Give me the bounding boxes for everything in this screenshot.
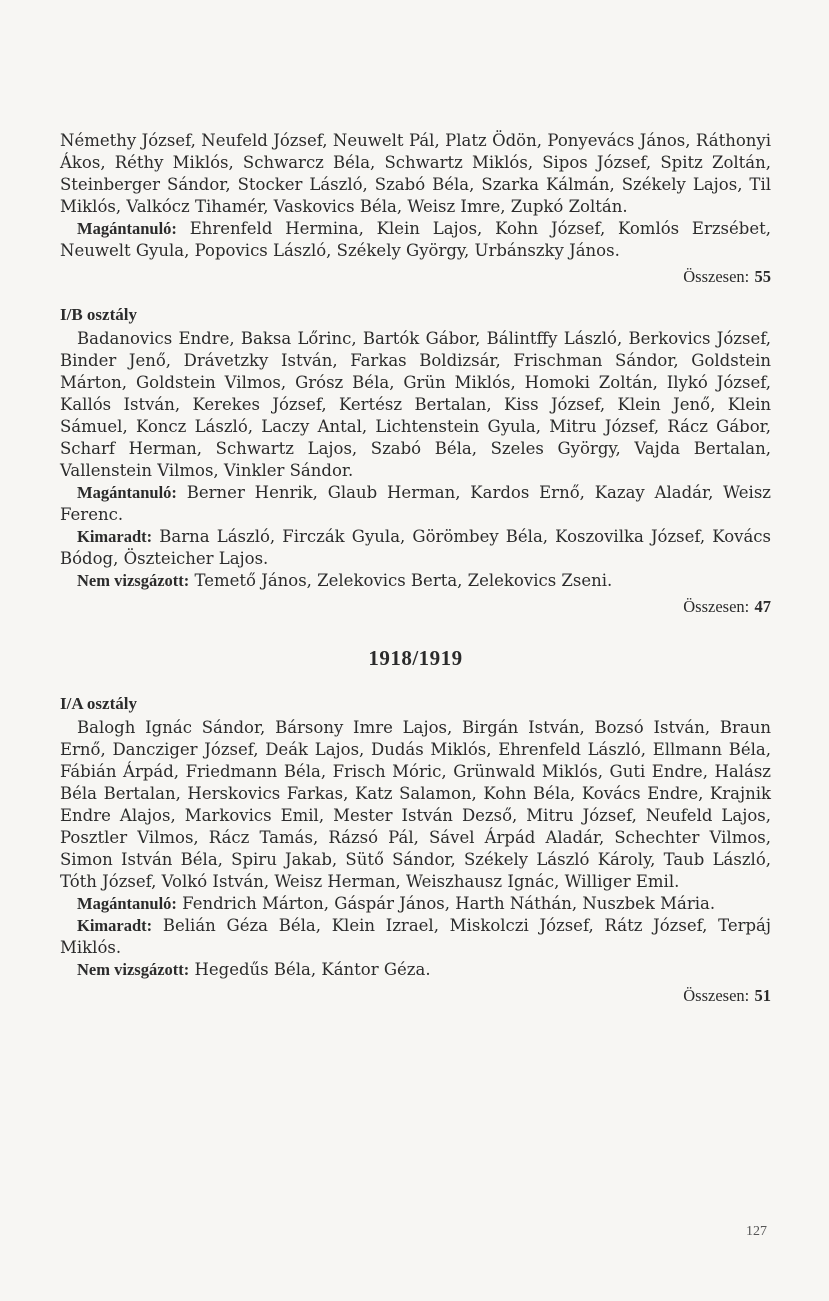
class-total bbox=[60, 266, 771, 288]
school-year-heading: 1918/1919 bbox=[368, 646, 463, 670]
private-students-label: Magántanuló: bbox=[77, 219, 177, 238]
not-examined-names: Temető János, Zelekovics Berta, Zelekovics Zseni. bbox=[189, 571, 613, 590]
private-students-names: Berner Henrik, Glaub Herman, Kardos Ernő, Kazay Aladár, Weisz Ferenc. bbox=[60, 483, 771, 524]
not-examined-label: Nem vizsgázott: bbox=[77, 571, 190, 590]
class-total bbox=[60, 596, 771, 618]
private-students-line bbox=[60, 893, 771, 915]
not-examined-line bbox=[60, 959, 771, 981]
private-students-line bbox=[60, 218, 771, 262]
dropped-out-line bbox=[60, 915, 771, 959]
not-examined-names: Hegedűs Béla, Kántor Géza. bbox=[189, 960, 431, 979]
total-label: Összesen: bbox=[683, 267, 750, 286]
private-students-names: Ehrenfeld Hermina, Klein Lajos, Kohn József, Komlós Erzsébet, Neuwelt Gyula, Popovics László, Székely György, Urbánszky János. bbox=[60, 219, 771, 260]
total-label: Összesen: bbox=[683, 597, 750, 616]
total-value: 47 bbox=[754, 597, 771, 616]
total-label: Összesen: bbox=[683, 986, 750, 1005]
total-value: 55 bbox=[754, 267, 771, 286]
dropped-out-names: Belián Géza Béla, Klein Izrael, Miskolczi József, Rátz József, Terpáj Miklós. bbox=[60, 916, 771, 957]
student-list: Némethy József, Neufeld József, Neuwelt Pál, Platz Ödön, Ponyevács János, Ráthonyi Ákos, Réthy Miklós, Schwarcz Béla, Schwartz Miklós, Sipos József, Spitz Zoltán, Steinberger Sándor, Stocker László, Szabó Béla, Szarka Kálmán, Székely Lajos, Til Miklós, Valkócz Tihamér, Vaskovics Béla, Weisz Imre, Zupkó Zoltán. bbox=[60, 131, 771, 216]
not-examined-line bbox=[60, 570, 771, 592]
student-list: Balogh Ignác Sándor, Bársony Imre Lajos, Birgán István, Bozsó István, Braun Ernő, Dancziger József, Deák Lajos, Dudás Miklós, Ehrenfeld László, Ellmann Béla, Fábián Árpád, Friedmann Béla, Frisch Móric, Grünwald Miklós, Guti Endre, Halász Béla Bertalan, Herskovics Farkas, Katz Salamon, Kohn Béla, Kovács Endre, Krajnik Endre Alajos, Markovics Emil, Mester István Dezső, Mitru József, Neufeld Lajos, Posztler Vilmos, Rácz Tamás, Rázsó Pál, Sável Árpád Aladár, Schechter Vilmos, Simon István Béla, Spiru Jakab, Sütő Sándor, Székely László Károly, Taub László, Tóth József, Volkó István, Weisz Herman, Weiszhausz Ignác, Williger Emil. bbox=[60, 718, 771, 891]
private-students-names: Fendrich Márton, Gáspár János, Harth Náthán, Nuszbek Mária. bbox=[176, 894, 716, 913]
private-students-line bbox=[60, 482, 771, 526]
dropped-out-line bbox=[60, 526, 771, 570]
total-value: 51 bbox=[754, 986, 771, 1005]
student-list: Badanovics Endre, Baksa Lőrinc, Bartók Gábor, Bálintffy László, Berkovics József, Binder Jenő, Drávetzky István, Farkas Boldizsár, Frischman Sándor, Goldstein Márton, Goldstein Vilmos, Grósz Béla, Grün Miklós, Homoki Zoltán, Ilykó József, Kallós István, Kerekes József, Kertész Bertalan, Kiss József, Klein Jenő, Klein Sámuel, Koncz László, Laczy Antal, Lichtenstein Gyula, Mitru József, Rácz Gábor, Scharf Herman, Schwartz Lajos, Szabó Béla, Szeles György, Vajda Bertalan, Vallenstein Vilmos, Vinkler Sándor. bbox=[60, 329, 771, 480]
class-heading-ib: I/B osztály bbox=[60, 305, 137, 324]
class-total bbox=[60, 985, 771, 1007]
dropped-out-names: Barna László, Firczák Gyula, Görömbey Béla, Koszovilka József, Kovács Bódog, Öszteicher Lajos. bbox=[60, 527, 771, 568]
private-students-label: Magántanuló: bbox=[77, 483, 177, 502]
class-heading-ia: I/A osztály bbox=[60, 694, 137, 713]
private-students-label: Magántanuló: bbox=[77, 894, 177, 913]
page-number: 127 bbox=[746, 1224, 767, 1239]
dropped-out-label: Kimaradt: bbox=[77, 527, 153, 546]
dropped-out-label: Kimaradt: bbox=[77, 916, 153, 935]
not-examined-label: Nem vizsgázott: bbox=[77, 960, 190, 979]
